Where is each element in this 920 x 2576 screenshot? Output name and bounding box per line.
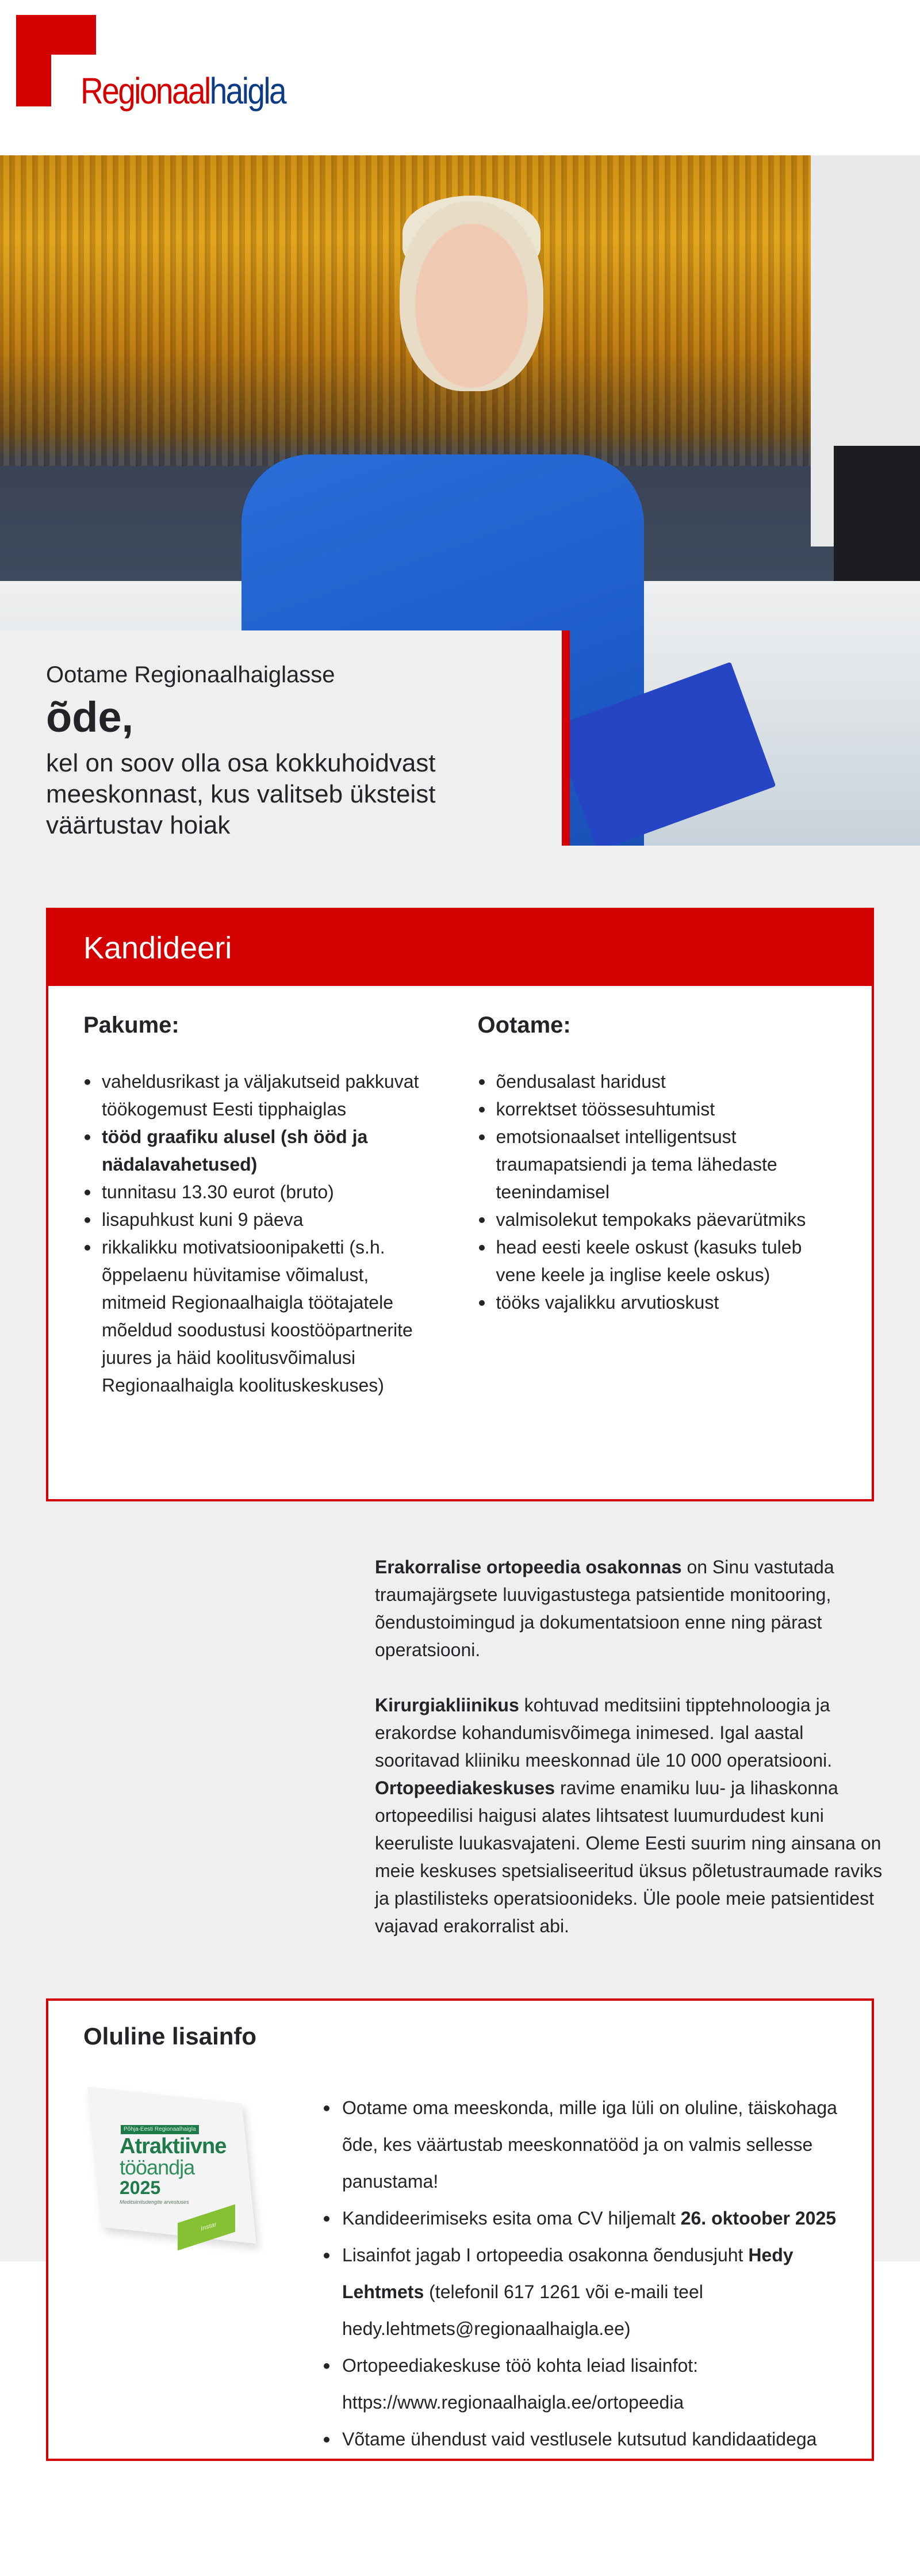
info-item: Võtame ühendust vaid vestlusele kutsutud kandidaatidega — [321, 2421, 856, 2457]
offer-item-bold: tööd graafiku alusel (sh ööd ja nädalavahetused) — [102, 1126, 368, 1175]
expect-heading: Ootame: — [477, 1012, 571, 1038]
info-list — [321, 2089, 856, 2457]
contact-name: Hedy Lehtmets — [342, 2245, 793, 2302]
badge-subtitle: tööandja — [120, 2155, 195, 2179]
about-center-name: Ortopeediakeskuses — [375, 1778, 555, 1798]
intro-kicker: Ootame Regionaalhaiglasse — [46, 662, 335, 687]
badge-note: Meditsiinitudengite arvestuses — [120, 2199, 189, 2205]
expect-item: õendusalast haridust — [478, 1068, 823, 1095]
intro-accent-bar — [562, 630, 570, 846]
deadline: 26. oktoober 2025 — [680, 2208, 837, 2229]
apply-button[interactable]: Kandideeri — [48, 910, 872, 986]
about-dept-name: Erakorralise ortopeedia osakonnas — [375, 1557, 682, 1577]
info-text: Kandideerimiseks esita oma CV hiljemalt — [342, 2208, 681, 2229]
employer-award-badge — [89, 2093, 261, 2242]
logo-text-blue: haigla — [209, 70, 286, 112]
contact-details[interactable]: (telefonil 617 1261 või e-maili teel hedy.lehtmets@regionaalhaigla.ee) — [342, 2281, 703, 2339]
info-item — [321, 2237, 856, 2347]
logo-wordmark — [80, 68, 285, 114]
info-text: Ortopeediakeskuse töö kohta leiad lisainfot: — [342, 2355, 699, 2376]
offer-heading: Pakume: — [83, 1012, 179, 1038]
intro-panel — [0, 630, 562, 846]
expect-item: emotsionaalset intelligentsust traumapatsiendi ja tema lähedaste teenindamisel — [478, 1123, 823, 1206]
apply-card — [46, 908, 874, 1501]
info-title: Oluline lisainfo — [83, 2023, 257, 2050]
logo-text-red: Regionaal — [80, 70, 210, 112]
intro-subtitle: kel on soov olla osa kokkuhoidvast meeskonnast, kus valitseb üksteist väärtustav hoiak — [46, 749, 436, 839]
info-item: Ootame oma meeskonda, mille iga lüli on oluline, täiskohaga õde, kes väärtustab meeskonnatööd ja on valmis sellesse panustama! — [321, 2089, 856, 2200]
info-card — [46, 1998, 874, 2461]
expect-column — [478, 1008, 872, 1399]
offer-item: rikkalikku motivatsioonipaketti (s.h. õppelaenu hüvitamise võimalust, mitmeid Regionaalhaigla töötajatele mõeldud soodustusi koostööpartnerite juures ja häid koolitusvõimalusi Regionaalhaigla koolituskeskuses) — [83, 1233, 428, 1399]
instar-logo-icon: Instar — [178, 2204, 235, 2250]
badge-org: Põhja-Eesti Regionaalhaigla — [121, 2125, 199, 2134]
offer-item: tunnitasu 13.30 eurot (bruto) — [83, 1178, 428, 1206]
info-item — [321, 2347, 856, 2421]
job-title: õde, — [46, 693, 134, 741]
about-section — [375, 1553, 892, 1967]
expect-list — [478, 1068, 872, 1316]
expect-item: head eesti keele oskust (kasuks tuleb vene keele ja inglise keele oskus) — [478, 1233, 823, 1289]
about-text: on Sinu vastutada traumajärgsete luuvigastustega patsientide monitooring, õendustoimingud ja dokumentatsioon enne ning pärast operatsiooni. — [375, 1557, 834, 1660]
hero-nurse-face — [400, 201, 543, 391]
expect-item: tööks vajalikku arvutioskust — [478, 1289, 823, 1316]
expect-item: korrektset töössesuhtumist — [478, 1095, 823, 1123]
expect-item: valmisolekut tempokaks päevarütmiks — [478, 1206, 823, 1233]
offer-item: lisapuhkust kuni 9 päeva — [83, 1206, 428, 1233]
offer-item: vaheldusrikast ja väljakutseid pakkuvat töökogemust Eesti tipphaiglas — [83, 1068, 428, 1123]
about-clinic-name: Kirurgiakliinikus — [375, 1695, 519, 1715]
about-text: kohtuvad meditsiini tipptehnoloogia ja erakordse kohandumisvõimega inimesed. Igal aastal sooritavad kliiniku meeskonnad üle 10 000 operatsiooni. — [375, 1695, 833, 1771]
info-text: Lisainfot jagab I ortopeedia osakonna õendusjuht — [342, 2245, 749, 2265]
about-text: ravime enamiku luu- ja lihaskonna ortopeedilisi haigusi alates lihtsatest luumurdudest kuni keeruliste luukasvajateni. Oleme Eesti suurim ning ainsana on meie keskuses spetsialiseeritud üksus põletustraumade raviks ja plastilisteks operatsioonideks. Üle poole meie patsientidest vajavad erakorralist abi. — [375, 1778, 883, 1936]
about-paragraph — [375, 1691, 892, 1940]
ortopeedia-link[interactable]: https://www.regionaalhaigla.ee/ortopeedia — [342, 2392, 684, 2413]
badge-year: 2025 — [120, 2177, 161, 2198]
about-paragraph — [375, 1553, 892, 1664]
offer-item — [83, 1123, 428, 1178]
badge-title: Atraktiivne — [120, 2134, 227, 2158]
page-header — [0, 0, 920, 155]
offer-column — [83, 1008, 478, 1399]
info-item — [321, 2200, 856, 2237]
offer-list — [83, 1068, 478, 1399]
